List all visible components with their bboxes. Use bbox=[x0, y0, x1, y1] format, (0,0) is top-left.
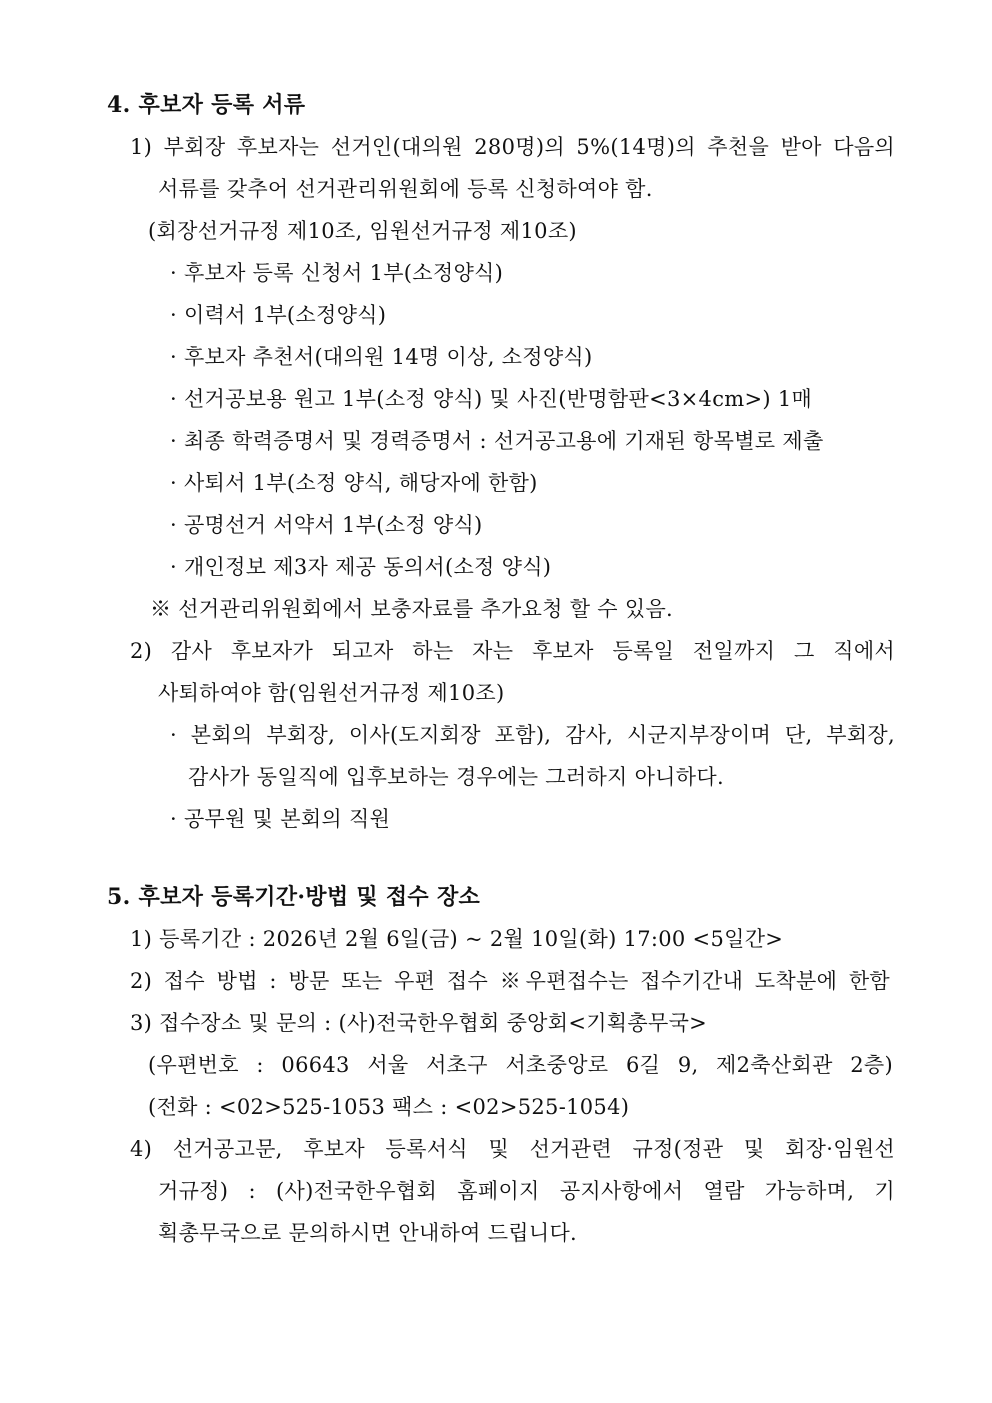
eligibility-bullet-2: · 공무원 및 본회의 직원 bbox=[170, 807, 391, 831]
section-4-regulation-note: (회장선거규정 제10조, 임원선거규정 제10조) bbox=[148, 219, 577, 243]
info-line-2: 거규정) : (사)전국한우협회 홈페이지 공지사항에서 열람 가능하며, 기 bbox=[158, 1179, 895, 1203]
section-4-item-2-line-1: 2) 감사 후보자가 되고자 하는 자는 후보자 등록일 전일까지 그 직에서 bbox=[130, 639, 895, 663]
document-list-item: · 개인정보 제3자 제공 동의서(소정 양식) bbox=[170, 555, 552, 579]
eligibility-bullet-line-2: 감사가 동일직에 입후보하는 경우에는 그러하지 아니하다. bbox=[188, 765, 724, 789]
document-list-item: · 공명선거 서약서 1부(소정 양식) bbox=[170, 513, 483, 537]
section-4-item-1-line-2: 서류를 갖추어 선거관리위원회에 등록 신청하여야 함. bbox=[158, 177, 653, 201]
supplementary-remark: ※ 선거관리위원회에서 보충자료를 추가요청 할 수 있음. bbox=[150, 597, 674, 621]
document-list-item: · 후보자 추천서(대의원 14명 이상, 소정양식) bbox=[170, 345, 593, 369]
eligibility-bullet-line-1: · 본회의 부회장, 이사(도지회장 포함), 감사, 시군지부장이며 단, 부회장, bbox=[170, 723, 895, 747]
submission-method: 2) 접수 방법 : 방문 또는 우편 접수 ※우편접수는 접수기간내 도착분에 한함 bbox=[130, 969, 890, 993]
section-4-item-1-line-1: 1) 부회장 후보자는 선거인(대의원 280명)의 5%(14명)의 추천을 받아 다음의 bbox=[130, 135, 895, 159]
document-list-item: · 최종 학력증명서 및 경력증명서 : 선거공고용에 기재된 항목별로 제출 bbox=[170, 429, 824, 453]
document-list-item: · 선거공보용 원고 1부(소정 양식) 및 사진(반명함판<3×4cm>) 1매 bbox=[170, 387, 813, 411]
section-4-heading: 4. 후보자 등록 서류 bbox=[107, 92, 306, 118]
registration-period: 1) 등록기간 : 2026년 2월 6일(금) ~ 2월 10일(화) 17:00 <5일간> bbox=[130, 927, 784, 951]
section-4-item-2-line-2: 사퇴하여야 함(임원선거규정 제10조) bbox=[158, 681, 505, 705]
info-line-1: 4) 선거공고문, 후보자 등록서식 및 선거관련 규정(정관 및 회장·임원선 bbox=[130, 1137, 895, 1161]
submission-place: 3) 접수장소 및 문의 : (사)전국한우협회 중앙회<기획총무국> bbox=[130, 1011, 708, 1035]
document-list-item: · 이력서 1부(소정양식) bbox=[170, 303, 387, 327]
document-list-item: · 사퇴서 1부(소정 양식, 해당자에 한함) bbox=[170, 471, 538, 495]
postal-address: (우편번호 : 06643 서울 서초구 서초중앙로 6길 9, 제2축산회관 2층) bbox=[148, 1053, 893, 1077]
document-list-item: · 후보자 등록 신청서 1부(소정양식) bbox=[170, 261, 504, 285]
contact-phone-fax: (전화 : <02>525-1053 팩스 : <02>525-1054) bbox=[148, 1095, 630, 1119]
info-line-3: 획총무국으로 문의하시면 안내하여 드립니다. bbox=[158, 1221, 578, 1245]
section-5-heading: 5. 후보자 등록기간·방법 및 접수 장소 bbox=[107, 884, 481, 910]
